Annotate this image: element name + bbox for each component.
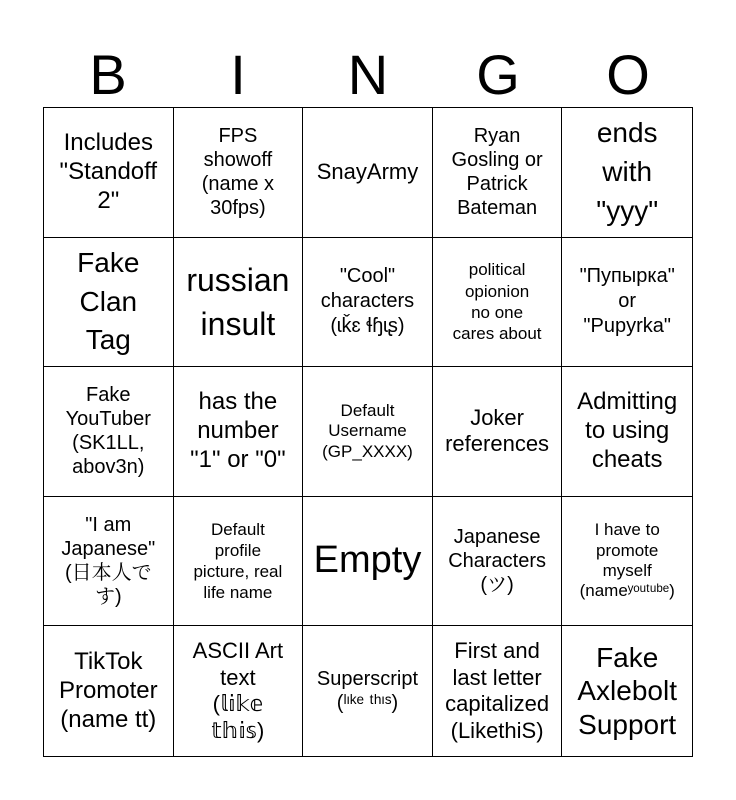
bingo-cell-text: Empty: [313, 539, 422, 582]
bingo-cell-r2-c4[interactable]: [433, 238, 563, 368]
bingo-cell-text: I have to promote myself (nameʸᵒᵘᵗᵘᵇᵉ): [579, 520, 675, 601]
bingo-cell-text: "I am Japanese" (日本人で す): [61, 514, 156, 609]
header-letter-i: I: [230, 43, 246, 106]
bingo-cell-text: TikTok Promoter (name tt): [58, 648, 158, 733]
bingo-cell-r3-c2[interactable]: [174, 367, 304, 497]
bingo-cell-r1-c3[interactable]: [303, 108, 433, 238]
bingo-cell-r4-c1[interactable]: [44, 497, 174, 627]
bingo-cell-text: has the number "1" or "0": [190, 388, 286, 473]
bingo-header: [43, 44, 693, 106]
bingo-cell-r4-c3-free[interactable]: [303, 497, 433, 627]
bingo-cell-r5-c2[interactable]: [174, 626, 304, 756]
bingo-cell-text: "Cool" characters (ɩǩɛ ɬɧɩʂ): [320, 265, 415, 338]
bingo-cell-r5-c1[interactable]: [44, 626, 174, 756]
header-letter-o: O: [606, 43, 650, 106]
bingo-cell-text: First and last letter capitalized (LikethiS): [445, 638, 550, 743]
bingo-cell-text: Superscript (ˡᶦᵏᵉ ᵗʰᶦˢ): [316, 668, 419, 715]
bingo-cell-text: Includes "Standoff 2": [59, 129, 158, 214]
bingo-cell-text: ASCII Art text (𝕝𝕚𝕜𝕖 𝕥𝕙𝕚𝕤): [192, 638, 284, 743]
bingo-cell-r1-c2[interactable]: [174, 108, 304, 238]
bingo-cell-text: FPS showoff (name x 30fps): [201, 125, 275, 220]
bingo-cell-r3-c5[interactable]: [562, 367, 692, 497]
bingo-cell-text: Fake YouTuber (SK1LL, abov3n): [65, 384, 151, 479]
bingo-cell-text: SnayArmy: [316, 159, 419, 185]
bingo-cell-r1-c1[interactable]: [44, 108, 174, 238]
bingo-cell-text: Admitting to using cheats: [577, 388, 678, 473]
bingo-cell-r5-c3[interactable]: [303, 626, 433, 756]
bingo-cell-r4-c4[interactable]: [433, 497, 563, 627]
bingo-cell-text: Default profile picture, real life name: [193, 519, 283, 603]
header-letter-n: N: [347, 43, 389, 106]
bingo-cell-text: political opionion no one cares about: [452, 260, 542, 344]
bingo-cell-r5-c5[interactable]: [562, 626, 692, 756]
bingo-cell-text: Fake Axlebolt Support: [577, 641, 677, 740]
header-letter-b: B: [89, 43, 127, 106]
bingo-cell-r2-c5[interactable]: [562, 238, 692, 368]
header-letter-g: G: [476, 43, 520, 106]
bingo-cell-r2-c1[interactable]: [44, 238, 174, 368]
bingo-cell-text: "Пупырка" or "Pupyrka": [579, 265, 675, 338]
bingo-cell-r2-c3[interactable]: [303, 238, 433, 368]
bingo-cell-r4-c2[interactable]: [174, 497, 304, 627]
bingo-cell-text: Default Username (GP_XXXX): [322, 400, 413, 461]
bingo-cell-r1-c5[interactable]: [562, 108, 692, 238]
bingo-board: [43, 107, 693, 757]
bingo-cell-r3-c1[interactable]: [44, 367, 174, 497]
bingo-cell-text: russian insult: [186, 261, 290, 342]
bingo-cell-r2-c2[interactable]: [174, 238, 304, 368]
bingo-cell-r1-c4[interactable]: [433, 108, 563, 238]
bingo-cell-text: ends with "yyy": [596, 117, 659, 226]
bingo-cell-r3-c3[interactable]: [303, 367, 433, 497]
bingo-cell-text: Joker references: [445, 405, 550, 457]
bingo-cell-text: Japanese Characters (ツ): [448, 526, 546, 597]
bingo-cell-text: Fake Clan Tag: [77, 246, 140, 356]
bingo-cell-r3-c4[interactable]: [433, 367, 563, 497]
bingo-cell-r5-c4[interactable]: [433, 626, 563, 756]
bingo-cell-text: Ryan Gosling or Patrick Bateman: [451, 125, 543, 220]
bingo-cell-r4-c5[interactable]: [562, 497, 692, 627]
